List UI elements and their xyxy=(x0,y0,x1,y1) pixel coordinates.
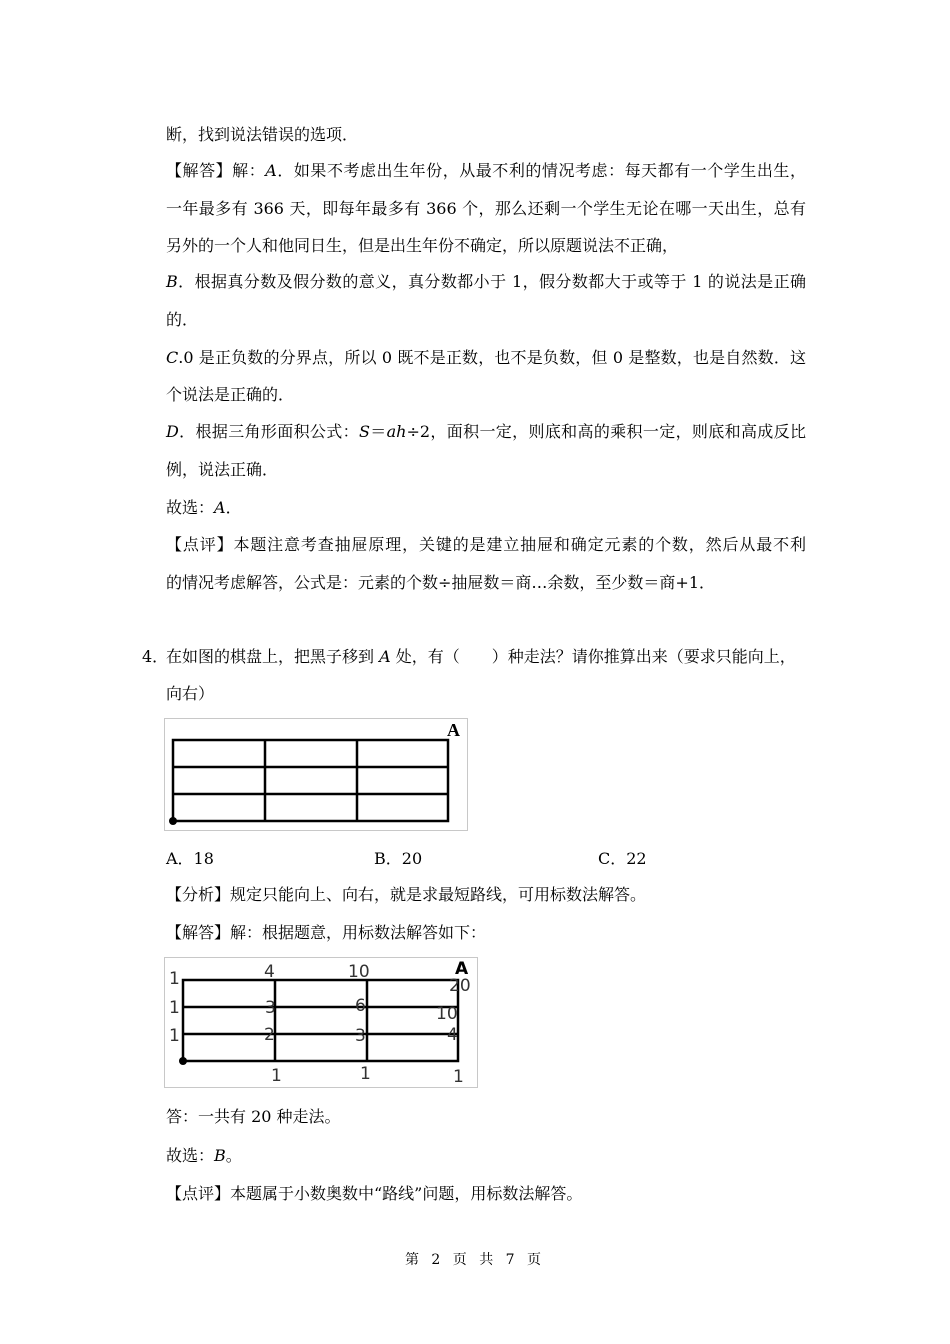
chessboard-svg xyxy=(165,719,467,830)
q3-answer-b-line1: B．根据真分数及假分数的意义，真分数都小于 1，假分数都大于或等于 1 的说法是正确 xyxy=(166,272,806,291)
path-count: 10 xyxy=(436,1004,458,1024)
option-b: B．20 xyxy=(374,849,423,868)
option-c: C．22 xyxy=(598,849,647,868)
path-count: 3 xyxy=(265,998,276,1018)
solution-board-svg xyxy=(165,958,477,1087)
q3-answer-d-line1: D．根据三角形面积公式：S＝ah÷2，面积一定，则底和高的乘积一定，则底和高成反比 xyxy=(166,422,806,441)
path-count: 1 xyxy=(453,1067,464,1087)
board-target-label: A xyxy=(447,720,460,740)
board-outline xyxy=(173,740,448,821)
q3-review-line2: 的情况考虑解答，公式是：元素的个数÷抽屉数＝商…余数，至少数＝商+1． xyxy=(166,573,715,592)
board-target-label: A xyxy=(455,959,469,979)
path-count: 1 xyxy=(169,969,180,989)
q4-analysis: 【分析】规定只能向上、向右，就是求最短路线，可用标数法解答。 xyxy=(166,885,647,904)
q3-answer-a-line2: 一年最多有 366 天，即每年最多有 366 个，那么还剩一个学生无论在哪一天出生，总有 xyxy=(166,199,806,218)
solution-board-figure xyxy=(164,957,478,1088)
q4-solution-intro: 【解答】解：根据题意，用标数法解答如下： xyxy=(166,923,487,942)
q4-stem-line1: 在如图的棋盘上，把黑子移到 A 处，有（ ）种走法？请你推算出来（要求只能向上， xyxy=(166,647,796,666)
q3-analysis-tail: 断，找到说法错误的选项． xyxy=(166,125,359,144)
q3-answer-a-line1: 【解答】解：A．如果不考虑出生年份，从最不利的情况考虑：每天都有一个学生出生， xyxy=(166,161,806,180)
path-count: 1 xyxy=(360,1064,371,1084)
black-piece xyxy=(169,817,177,825)
path-count: 4 xyxy=(447,1025,458,1045)
q4-number: 4． xyxy=(142,647,169,666)
path-count: 4 xyxy=(264,962,275,982)
q4-choice: 故选：B。 xyxy=(166,1146,242,1165)
path-count: 1 xyxy=(271,1066,282,1086)
chessboard-figure xyxy=(164,718,468,831)
q3-answer-b-line2: 的． xyxy=(166,310,199,329)
option-a: A．18 xyxy=(166,849,214,868)
answer-label: 【解答】 xyxy=(166,161,233,180)
path-count: 2 xyxy=(264,1025,275,1045)
q3-answer-c-line2: 个说法是正确的． xyxy=(166,385,295,404)
path-count: 1 xyxy=(169,1026,180,1046)
black-piece xyxy=(179,1057,187,1065)
path-count: 6 xyxy=(355,996,366,1016)
path-count: 20 xyxy=(449,976,471,996)
path-count: 10 xyxy=(348,962,370,982)
path-count: 1 xyxy=(169,998,180,1018)
q4-stem-line2: 向右） xyxy=(166,684,215,703)
q3-choice: 故选：A． xyxy=(166,498,242,517)
q3-review-line1: 【点评】本题注意考查抽屉原理，关键的是建立抽屉和确定元素的个数，然后从最不利 xyxy=(166,535,806,554)
q4-review: 【点评】本题属于小数奥数中“路线”问题，用标数法解答。 xyxy=(166,1184,583,1203)
q4-conclusion: 答：一共有 20 种走法。 xyxy=(166,1107,341,1126)
q3-answer-c-line1: C.0 是正负数的分界点，所以 0 既不是正数，也不是负数，但 0 是整数，也是自然数．这 xyxy=(166,348,806,367)
page-footer: 第 2 页 共 7 页 xyxy=(404,1252,546,1268)
q3-answer-d-line2: 例，说法正确． xyxy=(166,460,279,479)
board-outline xyxy=(183,980,458,1061)
path-count: 3 xyxy=(355,1026,366,1046)
q3-answer-a-line3: 另外的一个人和他同日生，但是出生年份不确定，所以原题说法不正确， xyxy=(166,236,679,255)
